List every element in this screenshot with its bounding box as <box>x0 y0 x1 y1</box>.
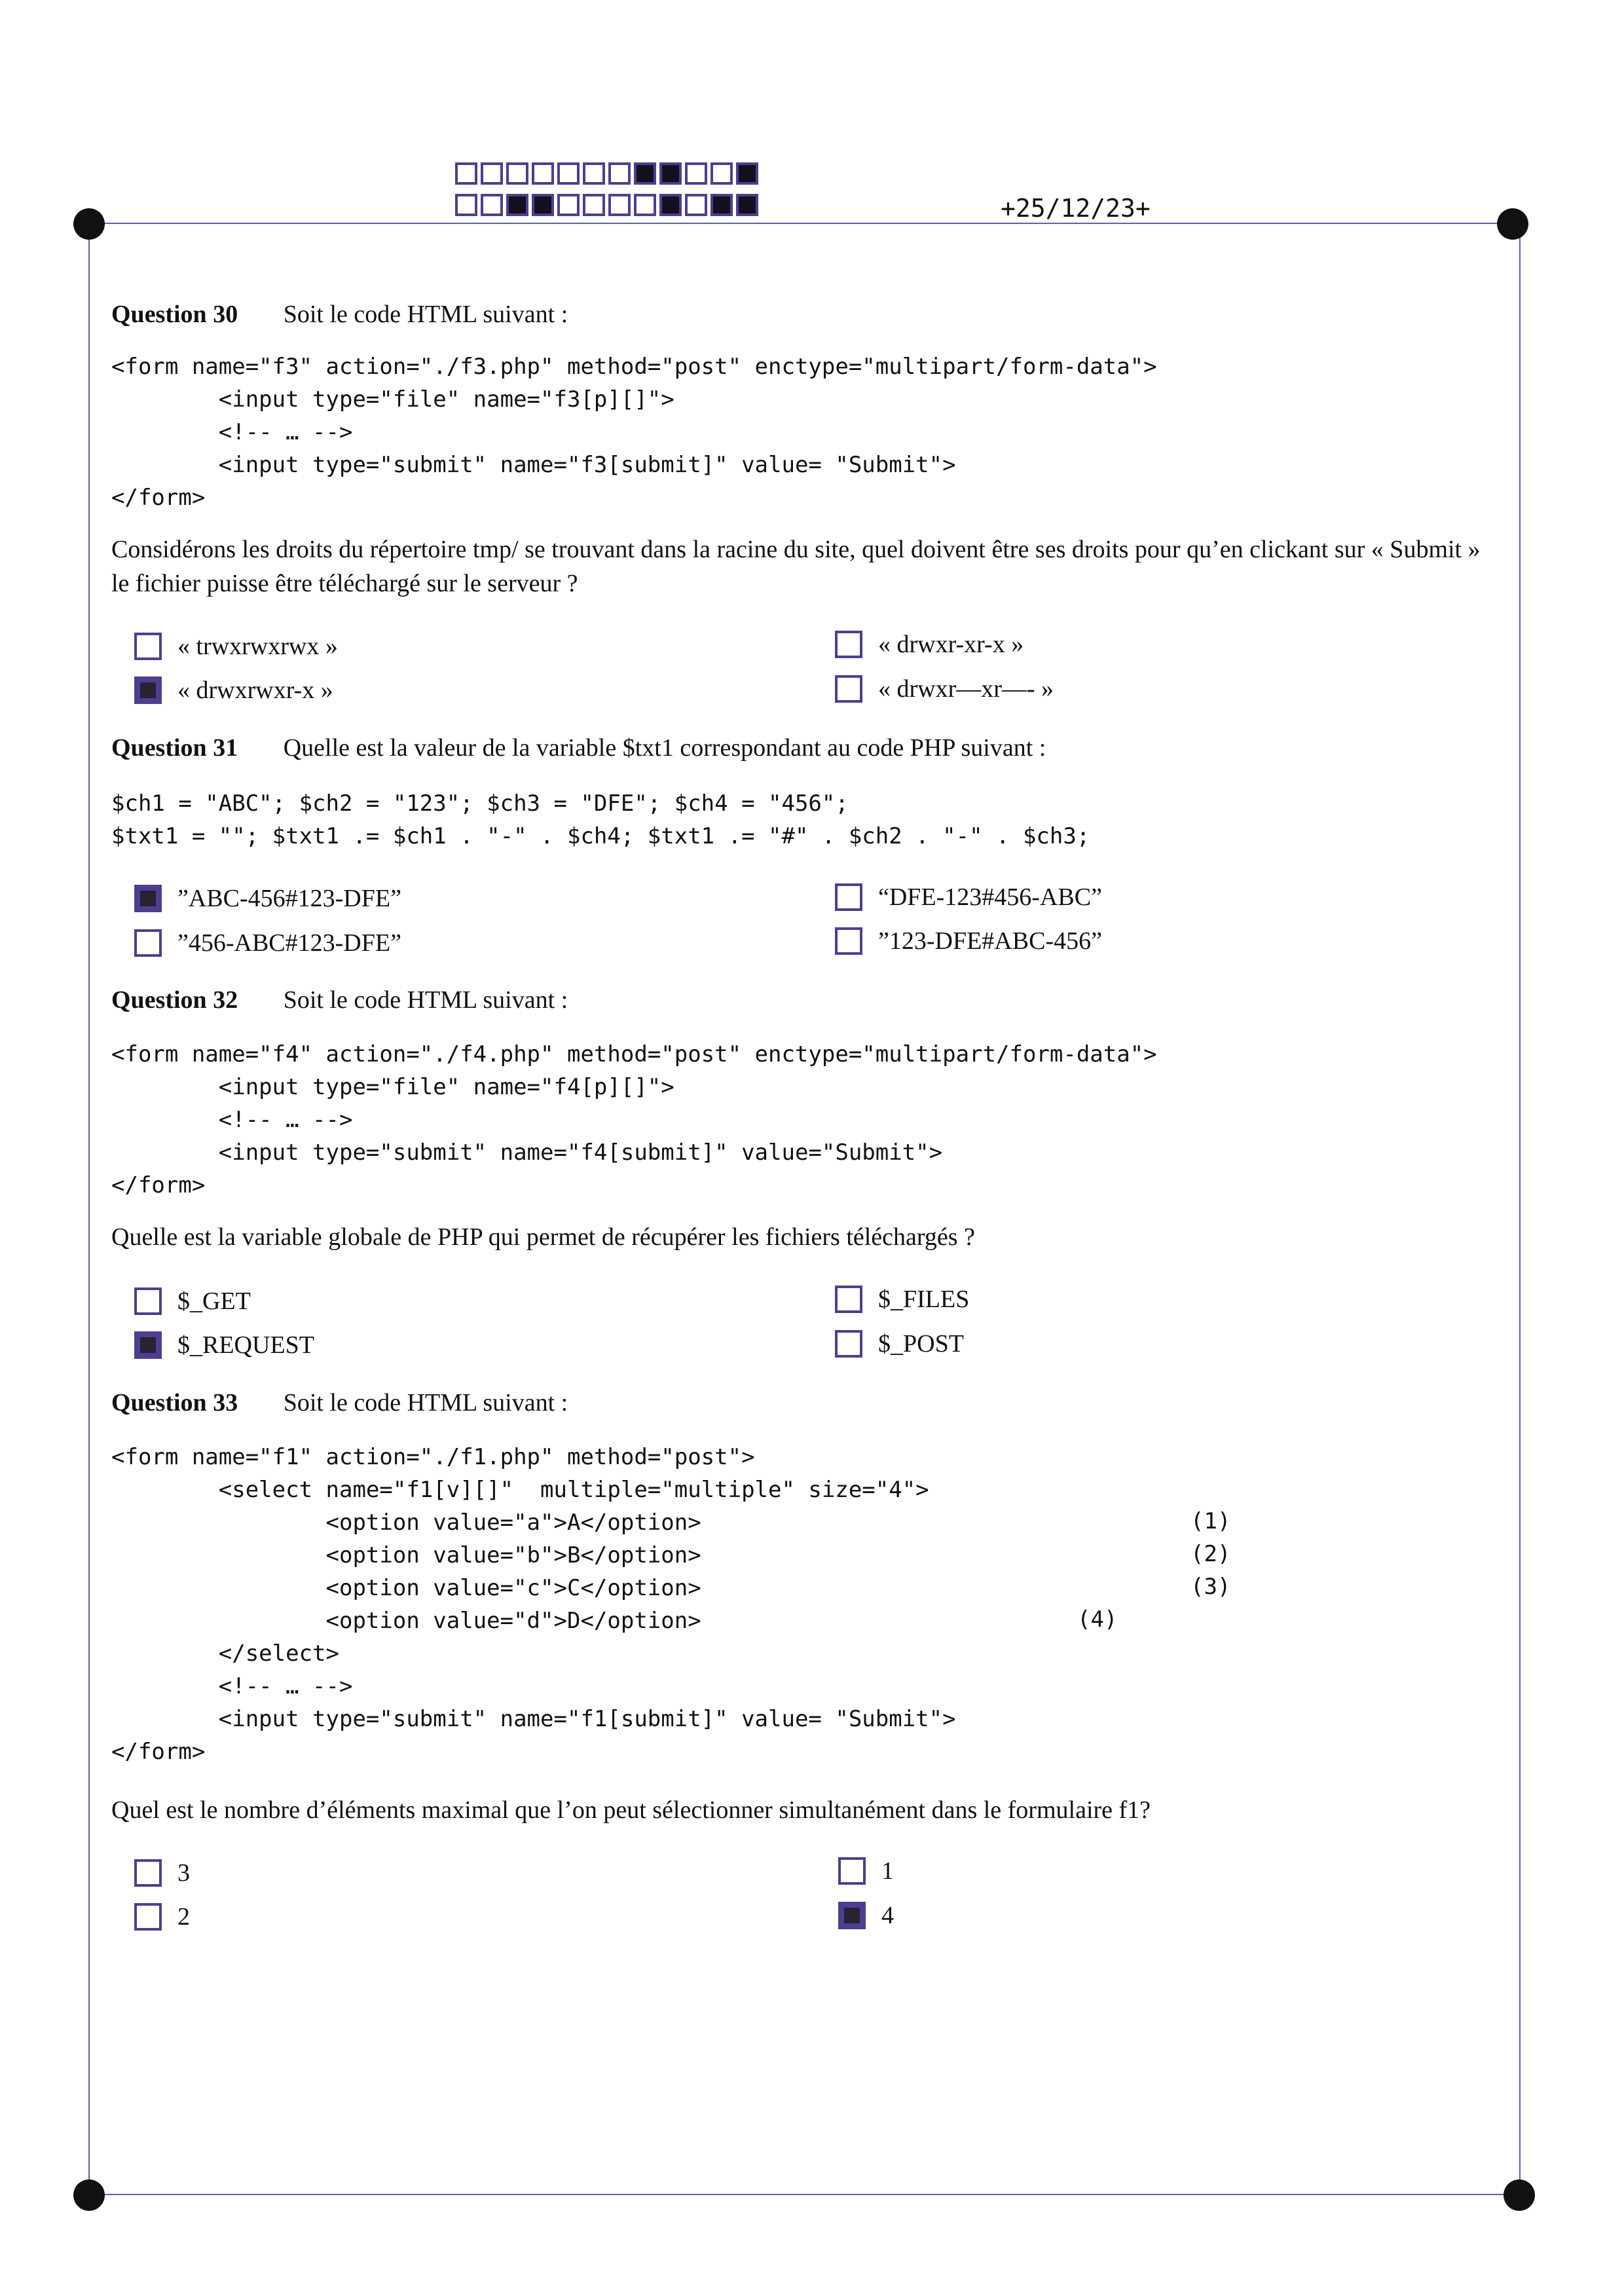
choice-q31-d[interactable] <box>835 927 1102 955</box>
choice-q30-b[interactable] <box>835 630 1024 659</box>
page-frame <box>88 223 1521 2195</box>
option-line-number-3: (3) <box>1190 1574 1231 1600</box>
question-32-text: Quelle est la variable globale de PHP qui permet de récupérer les fichiers téléchargés ? <box>111 1223 975 1251</box>
question-intro: Quelle est la valeur de la variable $txt1 correspondant au code PHP suivant : <box>283 734 1046 762</box>
choice-q31-c[interactable] <box>134 929 401 957</box>
checkbox[interactable] <box>835 1330 862 1358</box>
question-32-code: <form name="f4" action="./f4.php" method="post" enctype="multipart/form-data"> <input type="file" name="f4[p][]"> <!-- … --> <input type="submit" name="f4[submit]" value="Submit"> </form> <box>111 1041 1157 1198</box>
checkbox[interactable] <box>134 1859 162 1887</box>
barcode-cell <box>506 162 528 185</box>
barcode-cell <box>685 162 707 185</box>
choice-label: ”456-ABC#123-DFE” <box>177 929 401 957</box>
barcode-cell <box>634 162 656 185</box>
choice-q30-c[interactable] <box>134 676 333 705</box>
question-number: Question 32 <box>111 986 238 1014</box>
question-32-title <box>111 986 568 1014</box>
question-number: Question 33 <box>111 1389 238 1416</box>
choice-q33-a[interactable] <box>134 1859 190 1887</box>
question-33-text: Quel est le nombre d’éléments maximal que l’on peut sélectionner simultanément dans le formulaire f1? <box>111 1796 1151 1824</box>
corner-marker-top-right <box>1497 208 1528 240</box>
checkbox[interactable] <box>134 1287 162 1315</box>
choice-label: $_FILES <box>878 1286 970 1313</box>
barcode-cell <box>532 194 554 216</box>
choice-label: $_POST <box>878 1330 964 1358</box>
choice-label: ”123-DFE#ABC-456” <box>878 927 1102 955</box>
question-number: Question 31 <box>111 734 238 762</box>
checkbox[interactable] <box>835 927 862 955</box>
corner-marker-top-left <box>73 208 105 240</box>
choice-label: « drwxr—xr—- » <box>878 675 1054 703</box>
barcode-cell <box>634 194 656 216</box>
choice-label: 3 <box>177 1859 190 1887</box>
id-barcode-row-2 <box>455 194 762 216</box>
checkbox[interactable] <box>838 1857 866 1885</box>
question-intro: Soit le code HTML suivant : <box>283 986 568 1014</box>
barcode-cell <box>710 162 733 185</box>
choice-q32-a[interactable] <box>134 1287 251 1316</box>
id-barcode-row-1 <box>455 162 762 185</box>
choice-q33-b[interactable] <box>838 1857 894 1885</box>
checkbox[interactable] <box>835 1286 862 1313</box>
choice-label: $_GET <box>177 1287 251 1315</box>
choice-q30-a[interactable] <box>134 632 338 661</box>
barcode-cell <box>736 162 758 185</box>
choice-q31-b[interactable] <box>835 883 1102 912</box>
choice-label: “DFE-123#456-ABC” <box>878 883 1102 911</box>
option-line-number-1: (1) <box>1190 1508 1231 1534</box>
option-line-number-4: (4) <box>1077 1606 1118 1633</box>
barcode-cell <box>557 194 580 216</box>
choice-q32-b[interactable] <box>835 1285 969 1314</box>
question-number: Question 30 <box>111 301 238 328</box>
choice-label: « trwxrwxrwx » <box>177 633 338 660</box>
choice-label: 1 <box>881 1857 894 1885</box>
question-30-text: Considérons les droits du répertoire tmp/ se trouvant dans la racine du site, quel doivent être ses droits pour qu’en clickant sur « Submit » le fichier puisse être téléchargé sur le serveur ? <box>111 536 1481 597</box>
barcode-cell <box>455 162 477 185</box>
exam-date: +25/12/23+ <box>1001 194 1151 223</box>
choice-q32-d[interactable] <box>835 1329 964 1358</box>
choice-label: ”ABC-456#123-DFE” <box>177 885 401 912</box>
checkbox-checked[interactable] <box>838 1902 866 1929</box>
barcode-cell <box>481 194 503 216</box>
checkbox-checked[interactable] <box>134 1331 162 1359</box>
question-30-title <box>111 300 568 329</box>
checkbox-checked[interactable] <box>134 885 162 912</box>
question-31-title <box>111 733 1046 762</box>
barcode-cell <box>608 162 631 185</box>
checkbox-checked[interactable] <box>134 676 162 704</box>
corner-marker-bottom-left <box>73 2179 105 2211</box>
choice-q30-d[interactable] <box>835 675 1054 703</box>
checkbox[interactable] <box>134 929 162 957</box>
question-intro: Soit le code HTML suivant : <box>283 301 568 328</box>
question-intro: Soit le code HTML suivant : <box>283 1389 568 1416</box>
choice-q33-c[interactable] <box>134 1902 190 1931</box>
barcode-cell <box>583 162 605 185</box>
barcode-cell <box>608 194 631 216</box>
checkbox[interactable] <box>134 633 162 660</box>
barcode-cell <box>455 194 477 216</box>
barcode-cell <box>481 162 503 185</box>
barcode-cell <box>736 194 758 216</box>
barcode-cell <box>685 194 707 216</box>
option-line-number-2: (2) <box>1190 1541 1231 1567</box>
choice-q33-d[interactable] <box>838 1901 894 1930</box>
checkbox[interactable] <box>835 675 862 703</box>
barcode-cell <box>710 194 733 216</box>
barcode-cell <box>532 162 554 185</box>
barcode-cell <box>659 162 682 185</box>
question-33-title <box>111 1388 568 1417</box>
barcode-cell <box>659 194 682 216</box>
checkbox[interactable] <box>835 631 862 658</box>
choice-label: « drwxr-xr-x » <box>878 631 1024 658</box>
barcode-cell <box>506 194 528 216</box>
corner-marker-bottom-right <box>1504 2179 1535 2211</box>
choice-q31-a[interactable] <box>134 884 401 913</box>
question-30-code: <form name="f3" action="./f3.php" method="post" enctype="multipart/form-data"> <input type="file" name="f3[p][]"> <!-- … --> <input type="submit" name="f3[submit]" value= "Submit"> </form> <box>111 354 1157 511</box>
question-33-code: <form name="f1" action="./f1.php" method="post"> <select name="f1[v][]" multiple="multiple" size="4"> <option value="a">A</option> <option value="b">B</option> <option value="c">C</option> <option value="d">D</option> </select> <!-- … --> <input type="submit" name="f1[submit]" value= "Submit"> </form> <box>111 1444 956 1765</box>
checkbox[interactable] <box>134 1903 162 1931</box>
question-31-code: $ch1 = "ABC"; $ch2 = "123"; $ch3 = "DFE"; $ch4 = "456"; $txt1 = ""; $txt1 .= $ch1 . "-" . $ch4; $txt1 .= "#" . $ch2 . "-" . $ch3; <box>111 790 1090 849</box>
checkbox[interactable] <box>835 883 862 911</box>
choice-label: « drwxrwxr-x » <box>177 676 333 704</box>
barcode-cell <box>583 194 605 216</box>
choice-label: 4 <box>881 1902 894 1929</box>
choice-label: $_REQUEST <box>177 1331 314 1359</box>
barcode-cell <box>557 162 580 185</box>
choice-q32-c[interactable] <box>134 1331 314 1360</box>
choice-label: 2 <box>177 1903 190 1931</box>
